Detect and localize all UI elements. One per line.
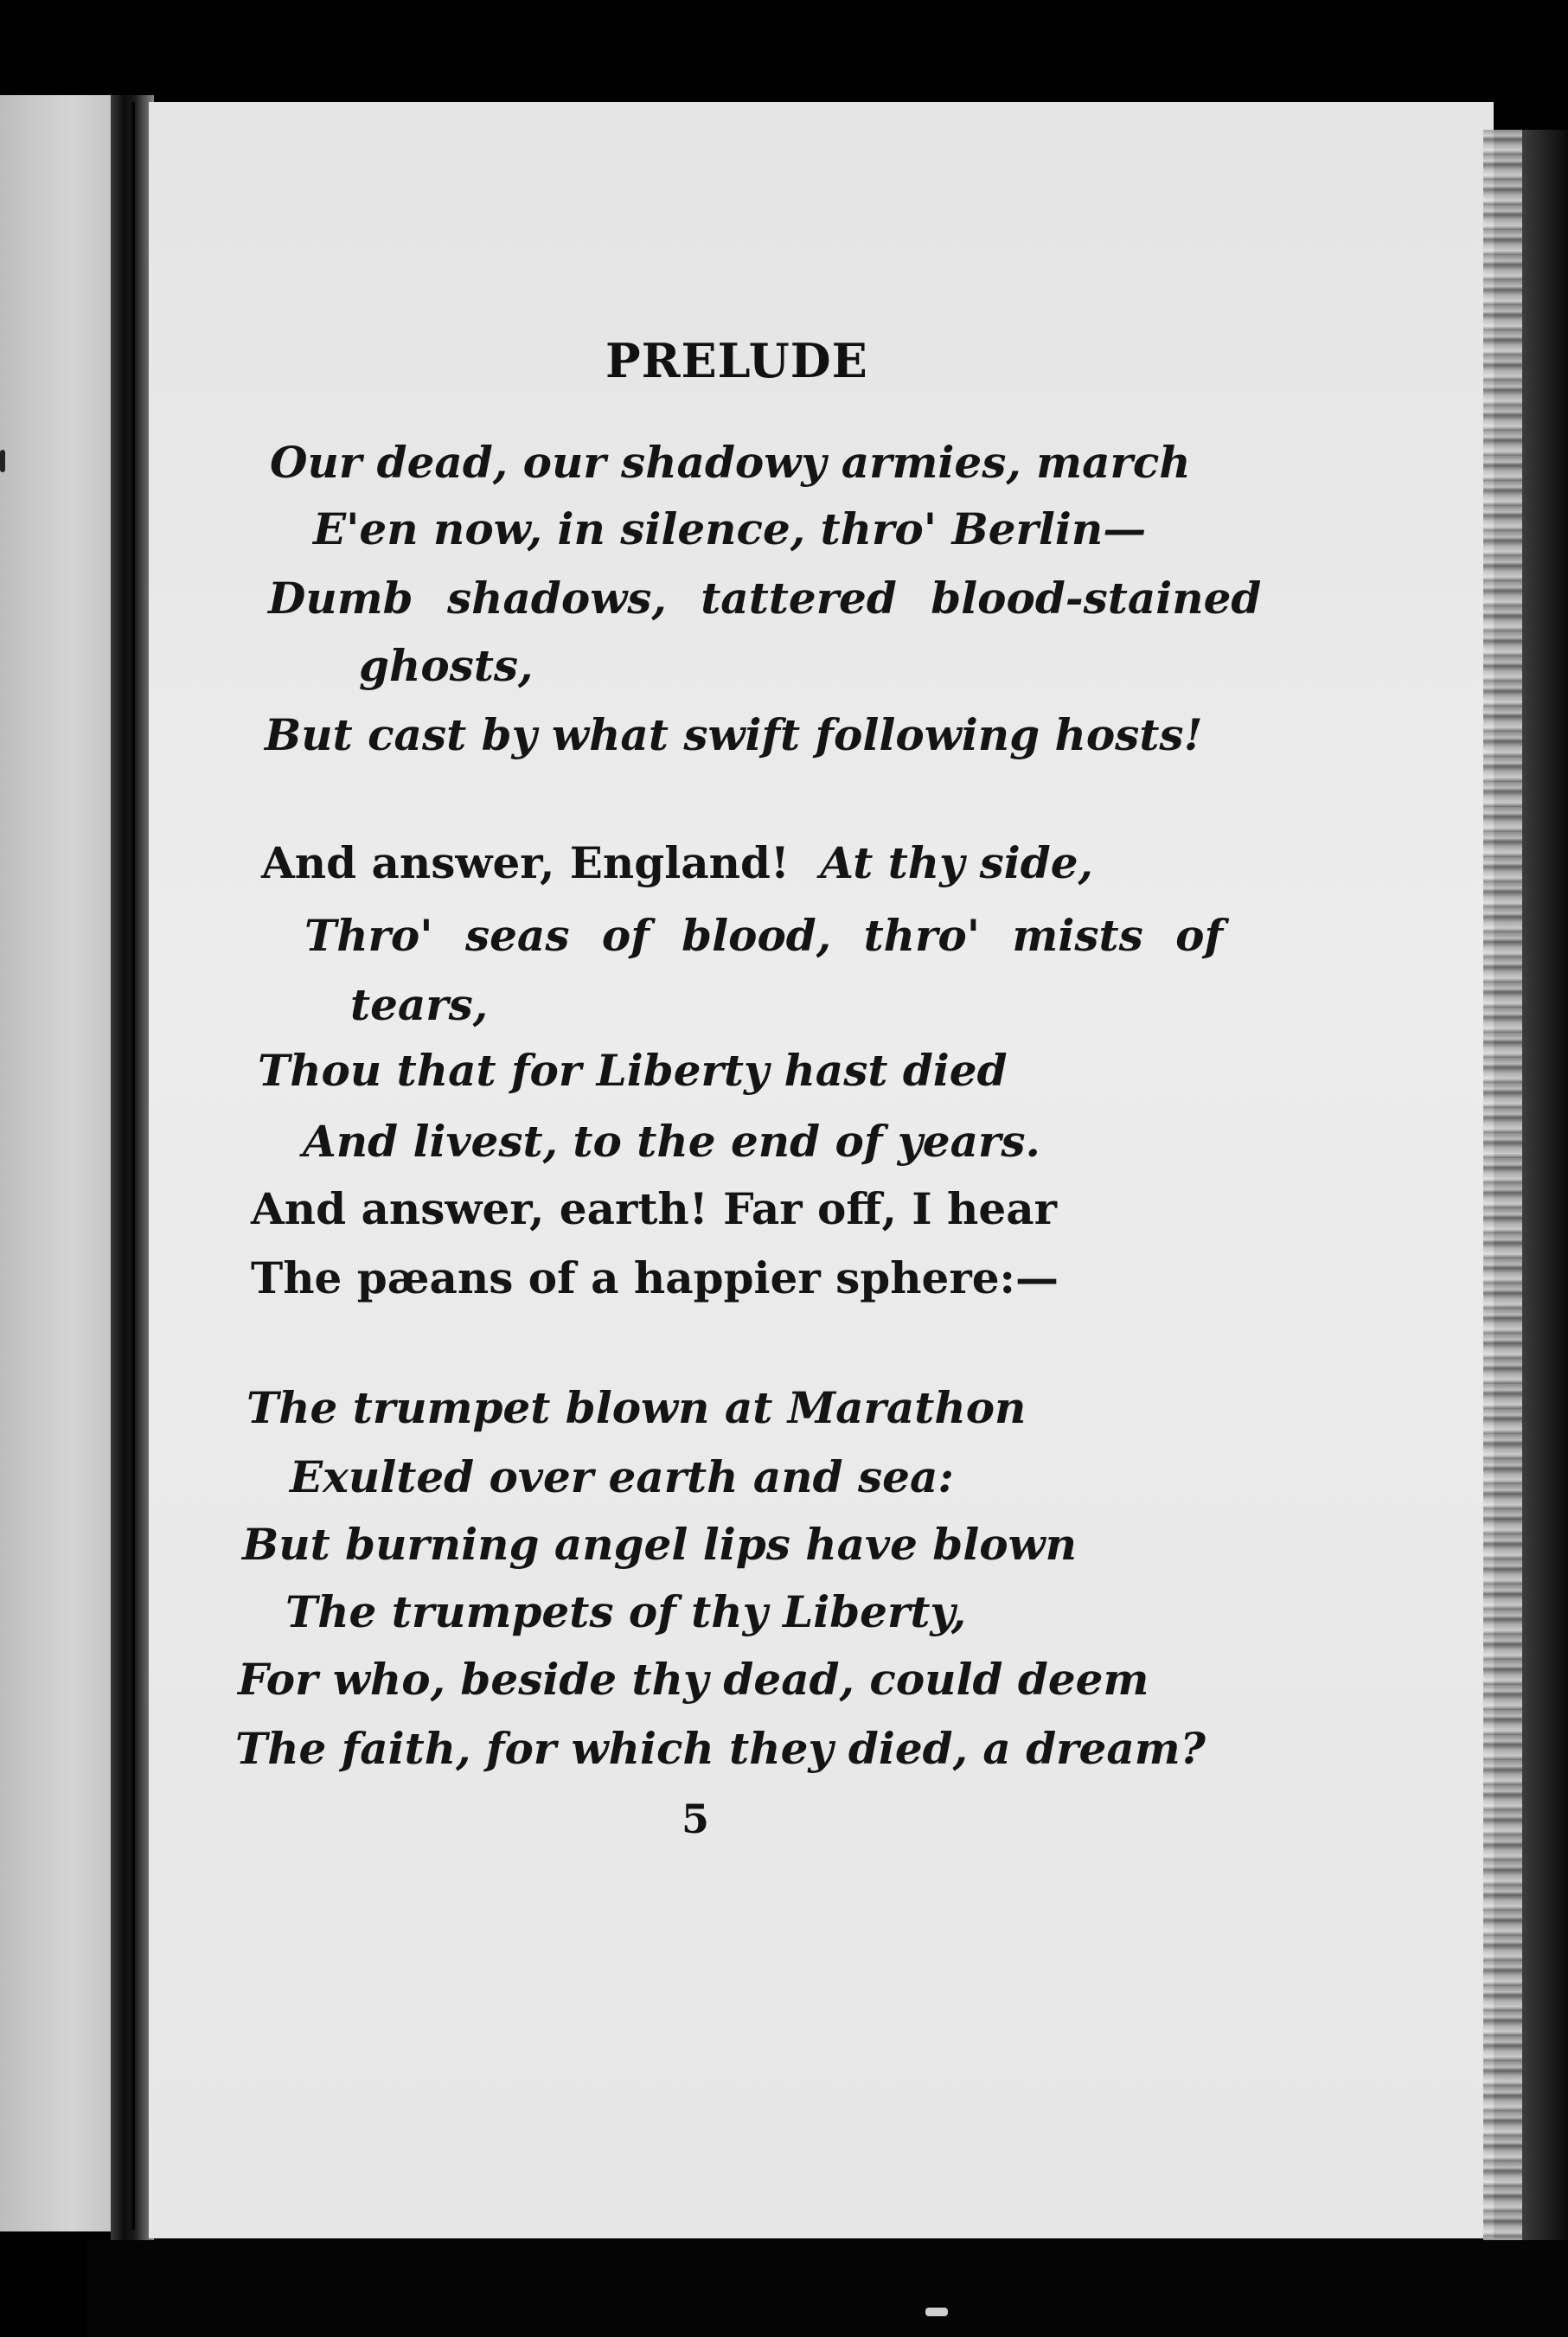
page-number: 5 <box>682 1796 710 1842</box>
stanza-2-line-1-roman: And answer, England! <box>261 837 790 888</box>
fore-edge-shadow <box>1522 130 1568 2240</box>
bottom-shadow <box>86 2240 1568 2337</box>
stanza-1-line-2: E'en now, in silence, thro' Berlin— <box>313 503 1147 554</box>
stanza-2-line-3: tears, <box>350 979 489 1030</box>
stanza-2-line-7: The pæans of a happier sphere:— <box>251 1252 1059 1303</box>
stanza-3-line-6: The faith, for which they died, a dream? <box>235 1723 1206 1774</box>
gutter-line <box>131 102 135 2230</box>
left-page-mark <box>0 450 5 472</box>
stanza-3-line-1: The trumpet blown at Marathon <box>246 1382 1027 1433</box>
right-page <box>149 102 1494 2238</box>
stanza-1-line-5: But cast by what swift following hosts! <box>265 709 1203 760</box>
stanza-2-line-1-italic: At thy side, <box>820 837 1093 888</box>
stanza-1-line-1: Our dead, our shadowy armies, march <box>270 437 1191 488</box>
stanza-2-line-5: And livest, to the end of years. <box>303 1116 1040 1167</box>
stanza-3-line-2: Exulted over earth and sea: <box>290 1451 954 1502</box>
bottom-speck <box>925 2308 948 2316</box>
left-page-edge <box>0 95 117 2231</box>
stanza-2-line-6: And answer, earth! Far off, I hear <box>251 1183 1057 1234</box>
stanza-2-line-1 <box>261 837 1093 888</box>
stanza-1-line-3: Dumb shadows, tattered blood-stained <box>268 573 1262 624</box>
stanza-3-line-5: For who, beside thy dead, could deem <box>238 1654 1149 1705</box>
stanza-1-line-4: ghosts, <box>359 640 534 691</box>
stanza-3-line-3: But burning angel lips have blown <box>242 1519 1077 1570</box>
stanza-2-line-4: Thou that for Liberty hast died <box>258 1045 1008 1096</box>
stanza-3-line-4: The trumpets of thy Liberty, <box>285 1586 967 1637</box>
page-title: PRELUDE <box>605 333 868 388</box>
stanza-2-line-2: Thro' seas of blood, thro' mists of <box>304 910 1223 961</box>
